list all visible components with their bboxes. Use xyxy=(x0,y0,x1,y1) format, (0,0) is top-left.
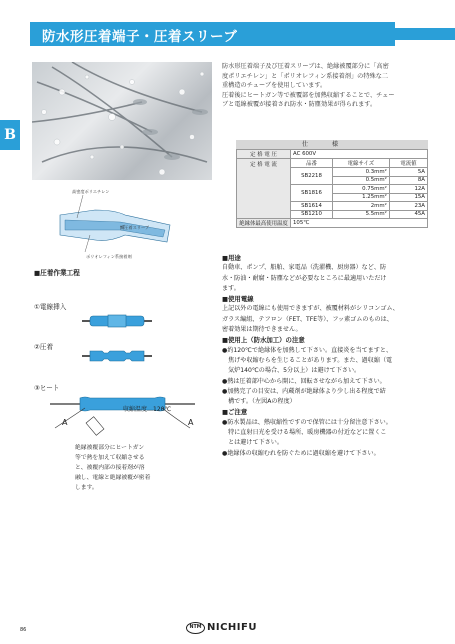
table-cell-current: 45A xyxy=(389,210,427,219)
logo-mark: NTM xyxy=(186,622,205,634)
sleeve-insert-illustration xyxy=(82,313,152,329)
detail-line: ●熱は圧着部中心から開に、回転させながら加えて下さい。 xyxy=(222,377,386,385)
title-band-tail xyxy=(395,28,455,40)
logo-text: NICHIFU xyxy=(207,622,257,633)
spec-title: 仕様 xyxy=(236,140,428,149)
product-photo xyxy=(32,62,212,180)
col-wire: 電線サイズ xyxy=(333,159,390,168)
detail-line: ●防水製品は、熱収縮性ですので保管には十分留注意下さい。 xyxy=(222,418,392,426)
table-cell-current: 12A xyxy=(389,185,427,194)
detail-line: 自動車、ポンプ、船舶、家電品（洗濯機、厨房器）など、防 xyxy=(222,264,387,272)
details-section xyxy=(222,253,432,459)
table-cell-product: SB1816 xyxy=(291,185,333,202)
intro-line: 重構造のチューブを使用しています。 xyxy=(222,82,327,90)
title-bar xyxy=(0,22,455,46)
detail-line: ●約120℃で絶縁体を加熱して下さい。直接炎を当てますと、 xyxy=(222,346,393,354)
table-cell-current: 5A xyxy=(389,168,427,177)
page-number: 86 xyxy=(20,627,27,633)
detail-line: 上記以外の電線にも使用できますが、被覆材料がシリコンゴム、 xyxy=(222,305,399,313)
table-cell-wire: 1.25mm² xyxy=(333,193,390,202)
section-heading: ■使用上（防水加工）の注意 xyxy=(222,336,305,345)
brand-logo xyxy=(186,621,257,634)
table-cell-wire: 0.75mm² xyxy=(333,185,390,194)
marker-a-right: A xyxy=(188,418,194,427)
note-line: します。 xyxy=(75,485,98,491)
table-cell-current: 15A xyxy=(389,193,427,202)
detail-line: ます。 xyxy=(222,284,240,292)
note-line: 融し、電線と絶縁被覆が密着 xyxy=(75,475,151,481)
table-cell-current: 8A xyxy=(389,176,427,185)
table-cell-product: SB2218 xyxy=(291,168,333,185)
note-line: 等で熱を加えて収縮させる xyxy=(75,455,145,461)
spec-table xyxy=(236,149,428,228)
section-heading: ■用途 xyxy=(222,254,241,262)
intro-line: 圧着後にヒートガン等で被覆部を加熱収縮することで、チュー xyxy=(222,91,395,99)
detail-line: ●絶縁体の収縮むれを防ぐために過収縮を避けて下さい。 xyxy=(222,449,380,457)
intro-line: 防水形圧着端子及び圧着スリーブは、絶縁被覆部分に「高密 xyxy=(222,63,389,70)
table-cell-current: 23A xyxy=(389,202,427,211)
table-cell-wire: 5.5mm² xyxy=(333,210,390,219)
max-temp-label: 絶縁体最高使用温度 xyxy=(237,219,291,228)
note-line: 絶縁被覆部分にヒートガン xyxy=(75,445,145,451)
heat-note xyxy=(75,443,167,493)
col-current: 電流値 xyxy=(389,159,427,168)
table-cell-product: SB1614 xyxy=(291,202,333,211)
section-heading: ■使用電線 xyxy=(222,295,254,304)
intro-line: 度ポリエチレン」と「ポリオレフィン系接着剤」の特殊な二 xyxy=(222,72,389,80)
intro-text xyxy=(222,62,422,110)
section-heading: ■ご注意 xyxy=(222,408,248,417)
table-cell-wire: 0.5mm² xyxy=(333,176,390,185)
detail-line: ●加熱完了の目安は、内蔵剤が絶縁体より少し出る程度で結 xyxy=(222,387,386,395)
process-title: ■圧着作業工程 xyxy=(34,269,80,277)
note-line: と、被覆内部の接着剤が溶 xyxy=(75,465,145,471)
section-tab: B xyxy=(0,120,20,150)
marker-a-left: A xyxy=(62,418,68,427)
col-product: 品番 xyxy=(291,159,333,168)
rated-voltage-label: 定 格 電 圧 xyxy=(237,150,291,159)
detail-line: 焦げや収縮むらを生じることがあります。また、過収縮（電 xyxy=(222,356,393,364)
step-heat: ③ヒート xyxy=(34,384,60,392)
detail-line: 密着効果は期待できません。 xyxy=(222,326,302,334)
detail-line: 水・防油・耐腐・防塵などが必要なところに最適用いただけ xyxy=(222,274,387,282)
label-sleeve: 銅圧着スリーブ xyxy=(120,225,150,230)
table-cell-wire: 0.3mm² xyxy=(333,168,390,177)
rated-voltage: AC 600V xyxy=(291,150,428,159)
intro-line: ブと電線被覆が接着され防水・防塵効果が得られます。 xyxy=(222,101,377,109)
detail-line: とは避けて下さい。 xyxy=(222,439,283,447)
detail-line: 構です。（左図Aの程度） xyxy=(222,398,296,406)
photo-illustration xyxy=(32,62,212,180)
rated-current-label: 定 格 電 流 xyxy=(237,159,291,219)
table-cell-wire: 2mm² xyxy=(333,202,390,211)
detail-line: 気炉140℃の場合、5分以上）は避けて下さい。 xyxy=(222,367,361,375)
detail-line: 特に直射日光を受ける場所、暖房機器の付近などに置くこ xyxy=(222,429,387,437)
step-wire-insert: ①電線挿入 xyxy=(34,303,67,311)
step-crimp: ②圧着 xyxy=(34,343,54,351)
label-polyethylene: 高密度ポリエチレン xyxy=(72,189,110,194)
shrink-temperature: 収縮温度…120℃ xyxy=(123,406,172,413)
max-temp: 105℃ xyxy=(291,219,428,228)
sleeve-crimp-illustration xyxy=(82,348,152,364)
label-adhesive: ポリオレフィン系接着剤 xyxy=(86,254,132,259)
detail-line: ガラス編組、テフロン（FET、TFE等）、フッ素ゴムのものは、 xyxy=(222,315,393,323)
page-title: 防水形圧着端子・圧着スリーブ xyxy=(42,29,238,45)
table-cell-product: SB1210 xyxy=(291,210,333,219)
